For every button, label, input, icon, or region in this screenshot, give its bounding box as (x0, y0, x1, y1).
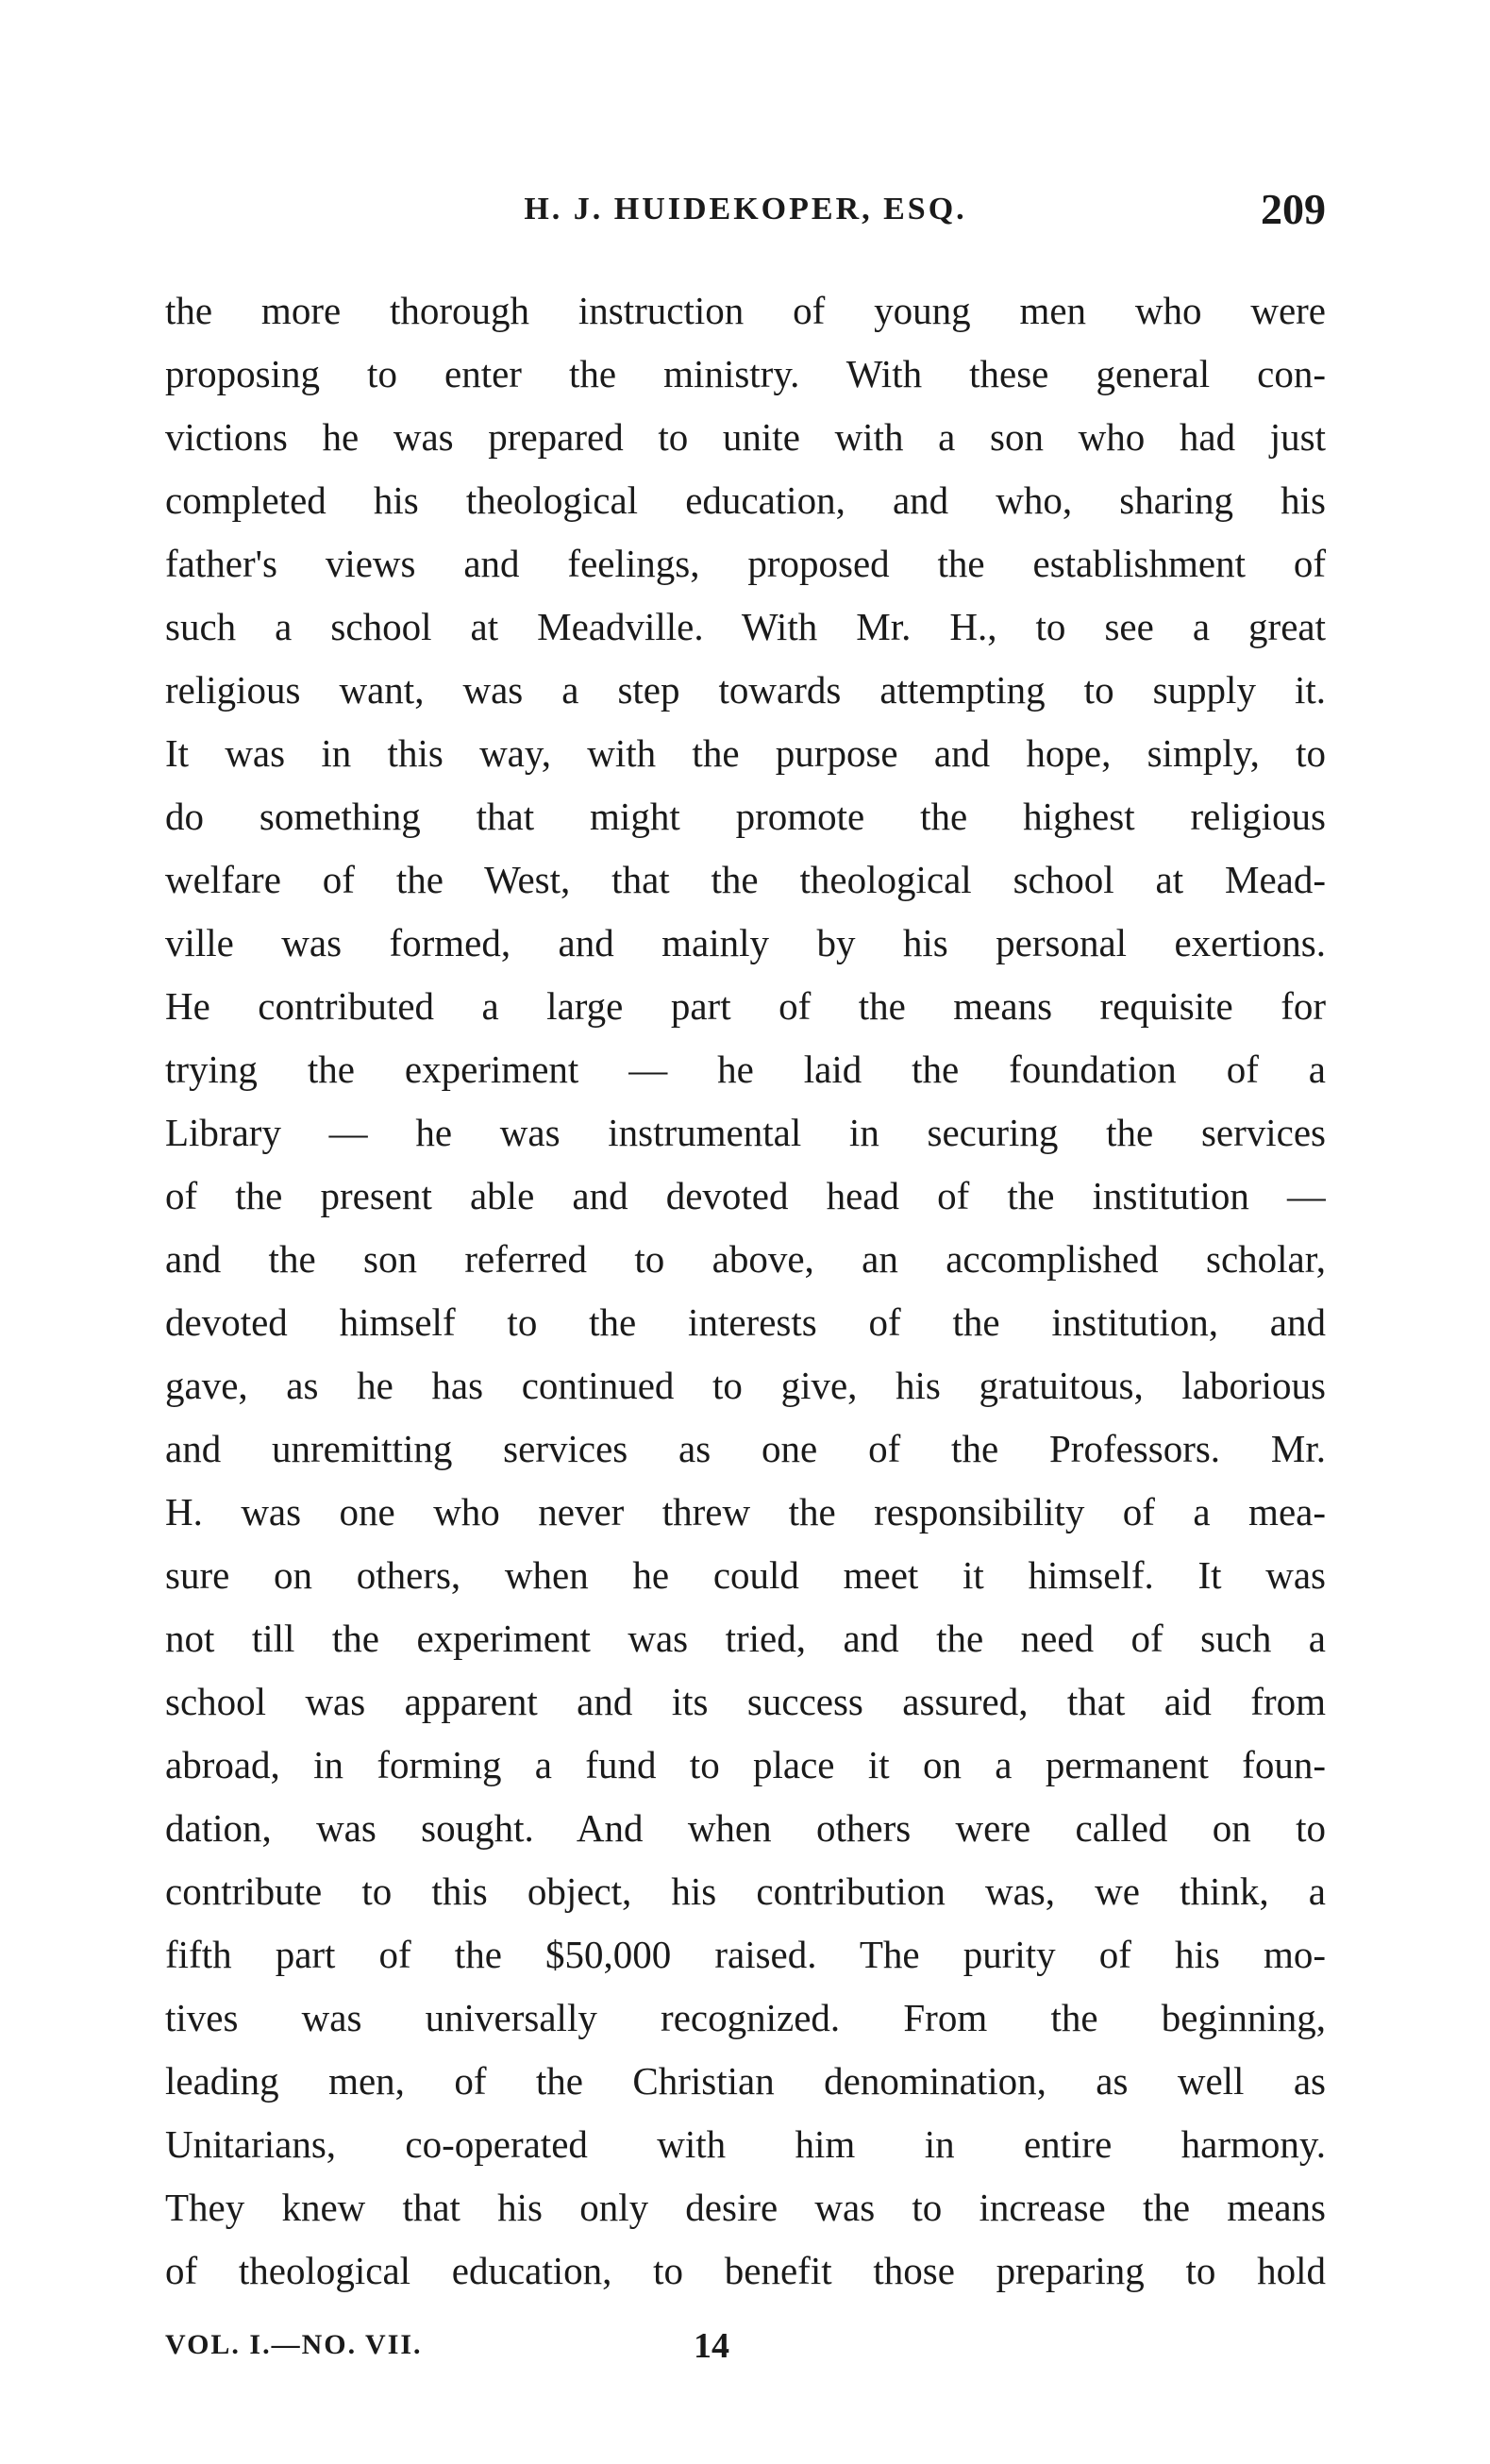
text-line: Library — he was instrumental in securing the services (165, 1111, 1326, 1154)
text-line: He contributed a large part of the means requisite for (165, 984, 1326, 1028)
text-line: the more thorough instruction of young men who were (165, 289, 1326, 332)
text-line: dation, was sought. And when others were called on to (165, 1806, 1326, 1850)
text-line: tives was universally recognized. From the beginning, (165, 1996, 1326, 2039)
sheet-number: 14 (694, 2326, 729, 2366)
text-line: devoted himself to the interests of the institution, and (165, 1300, 1326, 1344)
text-line: and unremitting services as one of the Professors. Mr. (165, 1427, 1326, 1470)
text-line: gave, as he has continued to give, his gratuitous, laborious (165, 1364, 1326, 1407)
text-line: abroad, in forming a fund to place it on a permanent foun- (165, 1743, 1326, 1786)
text-line: proposing to enter the ministry. With these general con- (165, 352, 1326, 395)
text-line: contribute to this object, his contribution was, we think, a (165, 1869, 1326, 1913)
text-line: completed his theological education, and who, sharing his (165, 478, 1326, 522)
page-number: 209 (1261, 185, 1326, 233)
running-head (165, 184, 1326, 241)
text-line: religious want, was a step towards attempting to supply it. (165, 668, 1326, 712)
text-line: It was in this way, with the purpose and hope, simply, to (165, 731, 1326, 775)
text-line: of theological education, to benefit those preparing to hold (165, 2249, 1326, 2292)
text-line: not till the experiment was tried, and the need of such a (165, 1617, 1326, 1660)
page-footer (165, 2326, 1326, 2376)
text-line: and the son referred to above, an accomplished scholar, (165, 1237, 1326, 1281)
text-line: trying the experiment — he laid the foundation of a (165, 1048, 1326, 1091)
text-line: father's views and feelings, proposed the establishment of (165, 542, 1326, 585)
text-line: victions he was prepared to unite with a son who had just (165, 415, 1326, 459)
text-line: H. was one who never threw the responsibility of a mea- (165, 1490, 1326, 1534)
text-line: of the present able and devoted head of the institution — (165, 1174, 1326, 1217)
body-text (165, 279, 1326, 2303)
text-line: leading men, of the Christian denomination, as well as (165, 2059, 1326, 2103)
text-line: Unitarians, co-operated with him in entire harmony. (165, 2122, 1326, 2166)
text-line: school was apparent and its success assured, that aid from (165, 1680, 1326, 1723)
signature-mark: VOL. I.—NO. VII. (165, 2329, 423, 2360)
text-line: welfare of the West, that the theological school at Mead- (165, 858, 1326, 901)
running-title: H. J. HUIDEKOPER, ESQ. (524, 192, 967, 226)
text-line: sure on others, when he could meet it himself. It was (165, 1553, 1326, 1597)
text-line: such a school at Meadville. With Mr. H., to see a great (165, 605, 1326, 648)
text-line: do something that might promote the highest religious (165, 795, 1326, 838)
text-line: ville was formed, and mainly by his personal exertions. (165, 921, 1326, 964)
text-line: fifth part of the $50,000 raised. The purity of his mo- (165, 1933, 1326, 1976)
text-line: They knew that his only desire was to increase the means (165, 2186, 1326, 2229)
